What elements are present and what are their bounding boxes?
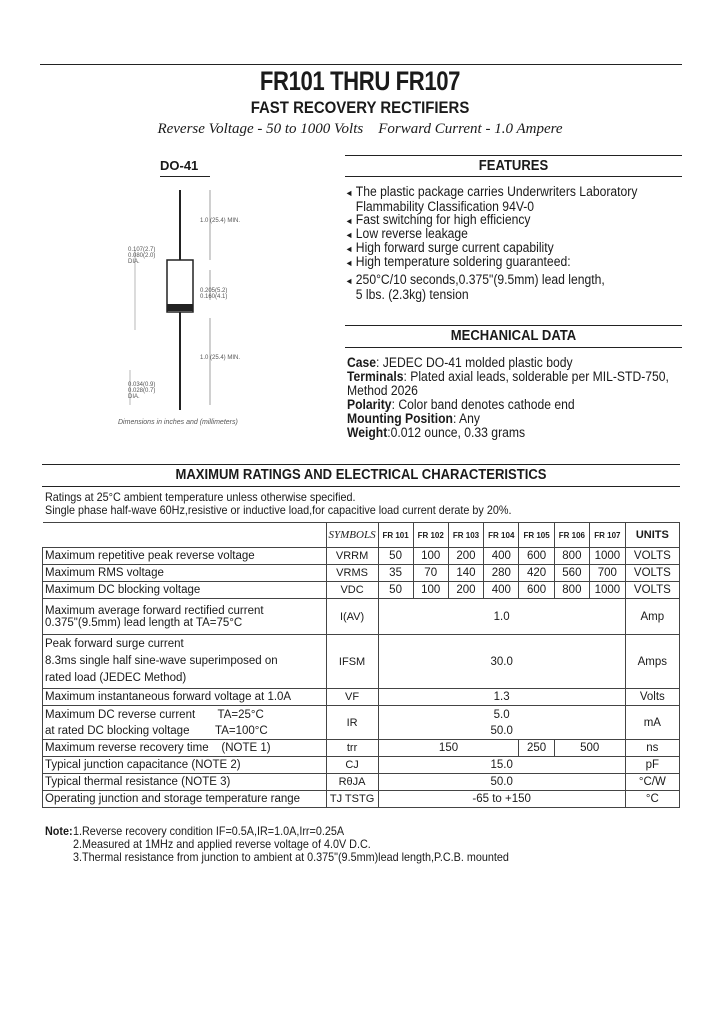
part-header: FR 101 xyxy=(378,523,413,548)
feature-item: ◄ High temperature soldering guaranteed: xyxy=(345,254,571,269)
table-cell: Operating junction and storage temperature range xyxy=(43,791,327,808)
features-title: FEATURES xyxy=(478,158,549,174)
table-cell: VOLTS xyxy=(625,582,679,599)
table-cell: VRRM xyxy=(326,548,378,565)
spec-current: Forward Current - 1.0 Ampere xyxy=(378,121,563,137)
mechanical-title: MECHANICAL DATA xyxy=(450,328,577,344)
dim-lead-diameter: 0.034(0.9) 0.028(0.7) DIA. xyxy=(128,382,156,400)
table-cell: 100 xyxy=(413,582,448,599)
note-2: 2.Measured at 1MHz and applied reverse voltage of 4.0V D.C. xyxy=(73,837,371,851)
bullet-arrow-icon: ◄ xyxy=(345,230,354,240)
table-cell: Amps xyxy=(625,635,679,689)
table-cell: 500 xyxy=(554,740,625,757)
table-cell: RθJA xyxy=(326,774,378,791)
table-cell: 1000 xyxy=(590,582,626,599)
ratings-rule-bottom xyxy=(42,486,680,487)
ratings-note-1: Ratings at 25°C ambient temperature unless otherwise specified. xyxy=(45,490,356,504)
table-row xyxy=(43,689,680,706)
table-cell: 50.0 xyxy=(378,774,625,791)
notes-label: Note: xyxy=(45,824,73,838)
table-cell: 1000 xyxy=(590,548,626,565)
part-header: FR 104 xyxy=(484,523,519,548)
dimensions-caption: Dimensions in inches and (millimeters) xyxy=(118,419,238,426)
symbols-header: SYMBOLS xyxy=(326,523,378,548)
table-row xyxy=(43,774,680,791)
table-cell: Maximum DC blocking voltage xyxy=(43,582,327,599)
bullet-arrow-icon: ◄ xyxy=(345,188,354,198)
table-cell: IR xyxy=(326,706,378,740)
package-label: DO-41 xyxy=(160,158,199,173)
table-cell: Typical thermal resistance (NOTE 3) xyxy=(43,774,327,791)
table-cell: 150 xyxy=(378,740,519,757)
part-header: FR 102 xyxy=(413,523,448,548)
table-header-row xyxy=(43,523,680,548)
bullet-arrow-icon: ◄ xyxy=(345,258,354,268)
table-cell: CJ xyxy=(326,757,378,774)
table-cell: trr xyxy=(326,740,378,757)
table-cell: 400 xyxy=(484,582,519,599)
page-title: FR101 THRU FR107 xyxy=(259,66,461,96)
dim-lead-length: 1.0 (25.4) MIN. xyxy=(200,218,241,224)
features-rule-bottom xyxy=(345,176,682,177)
spec-voltage: Reverse Voltage - 50 to 1000 Volts xyxy=(157,121,364,137)
table-cell: -65 to +150 xyxy=(378,791,625,808)
ratings-table xyxy=(42,522,680,808)
mech-polarity: Polarity: Color band denotes cathode end xyxy=(347,397,575,412)
feature-item: ◄ High forward surge current capability xyxy=(345,240,554,255)
top-rule xyxy=(40,64,682,65)
part-header: FR 103 xyxy=(448,523,483,548)
note-1: 1.Reverse recovery condition IF=0.5A,IR=1.0A,Irr=0.25A xyxy=(73,824,345,838)
table-cell xyxy=(43,523,327,548)
table-cell: 560 xyxy=(554,565,589,582)
table-cell: 600 xyxy=(519,548,554,565)
table-row xyxy=(43,706,680,740)
table-cell: °C xyxy=(625,791,679,808)
table-cell: 100 xyxy=(413,548,448,565)
table-cell: Typical junction capacitance (NOTE 2) xyxy=(43,757,327,774)
table-cell: 1.3 xyxy=(378,689,625,706)
table-row xyxy=(43,791,680,808)
table-row xyxy=(43,582,680,599)
table-cell: Maximum repetitive peak reverse voltage xyxy=(43,548,327,565)
spec-line xyxy=(0,121,720,138)
bullet-arrow-icon: ◄ xyxy=(345,244,354,254)
part-header: FR 107 xyxy=(590,523,626,548)
table-row xyxy=(43,740,680,757)
table-cell: Maximum instantaneous forward voltage at 1.0A xyxy=(43,689,327,706)
table-cell: pF xyxy=(625,757,679,774)
table-cell: 400 xyxy=(484,548,519,565)
features-rule xyxy=(345,155,682,156)
table-row xyxy=(43,599,680,635)
table-row xyxy=(43,565,680,582)
ratings-rule xyxy=(42,464,680,465)
part-header: FR 105 xyxy=(519,523,554,548)
table-cell: TJ TSTG xyxy=(326,791,378,808)
mech-weight: Weight:0.012 ounce, 0.33 grams xyxy=(347,425,526,440)
dim-lead-length-2: 1.0 (25.4) MIN. xyxy=(200,355,241,361)
table-cell: Maximum DC reverse current TA=25°C at rated DC blocking voltage TA=100°C xyxy=(43,706,327,740)
table-row xyxy=(43,635,680,689)
bullet-arrow-icon: ◄ xyxy=(345,216,354,226)
table-cell: Volts xyxy=(625,689,679,706)
table-cell: 50 xyxy=(378,548,413,565)
page-subtitle: FAST RECOVERY RECTIFIERS xyxy=(250,98,470,117)
table-cell: I(AV) xyxy=(326,599,378,635)
table-cell: 250 xyxy=(519,740,554,757)
table-cell: 70 xyxy=(413,565,448,582)
note-3: 3.Thermal resistance from junction to ambient at 0.375"(9.5mm)lead length,P.C.B. mounted xyxy=(73,850,509,864)
table-cell: 800 xyxy=(554,548,589,565)
table-cell: 15.0 xyxy=(378,757,625,774)
table-cell: VDC xyxy=(326,582,378,599)
mechanical-rule xyxy=(345,325,682,326)
table-cell: VRMS xyxy=(326,565,378,582)
mech-mounting: Mounting Position: Any xyxy=(347,411,480,426)
table-row xyxy=(43,757,680,774)
mech-case: Case: JEDEC DO-41 molded plastic body xyxy=(347,355,573,370)
table-cell: Maximum average forward rectified current 0.375"(9.5mm) lead length at TA=75°C xyxy=(43,599,327,635)
table-cell: 600 xyxy=(519,582,554,599)
table-cell: 200 xyxy=(448,582,483,599)
ratings-title: MAXIMUM RATINGS AND ELECTRICAL CHARACTERISTICS xyxy=(175,467,547,483)
package-label-underline xyxy=(160,176,210,177)
feature-item: ◄ Low reverse leakage xyxy=(345,226,468,241)
table-cell: 700 xyxy=(590,565,626,582)
ratings-note-2: Single phase half-wave 60Hz,resistive or inductive load,for capacitive load current derate by 20%. xyxy=(45,503,512,517)
table-cell: Amp xyxy=(625,599,679,635)
table-cell: 420 xyxy=(519,565,554,582)
table-cell: Maximum reverse recovery time (NOTE 1) xyxy=(43,740,327,757)
table-cell: 800 xyxy=(554,582,589,599)
table-cell: °C/W xyxy=(625,774,679,791)
bullet-arrow-icon: ◄ xyxy=(345,276,354,286)
mech-terminals: Terminals: Plated axial leads, solderable per MIL-STD-750, Method 2026 xyxy=(347,369,669,398)
feature-item: ◄ The plastic package carries Underwriters Laboratory Flammability Classification 94V-0 xyxy=(345,184,638,214)
units-header: UNITS xyxy=(625,523,679,548)
table-cell: VF xyxy=(326,689,378,706)
mechanical-rule-bottom xyxy=(345,347,682,348)
part-header: FR 106 xyxy=(554,523,589,548)
table-cell: mA xyxy=(625,706,679,740)
table-row xyxy=(43,548,680,565)
table-cell: IFSM xyxy=(326,635,378,689)
table-cell: Peak forward surge current 8.3ms single half sine-wave superimposed on rated load (JEDEC Method) xyxy=(43,635,327,689)
table-cell: 5.0 50.0 xyxy=(378,706,625,740)
feature-item: ◄ Fast switching for high efficiency xyxy=(345,212,531,227)
table-cell: 280 xyxy=(484,565,519,582)
table-cell: 50 xyxy=(378,582,413,599)
table-cell: 1.0 xyxy=(378,599,625,635)
table-cell: Maximum RMS voltage xyxy=(43,565,327,582)
table-cell: VOLTS xyxy=(625,565,679,582)
dim-body-diameter: 0.107(2.7) 0.080(2.0) DIA. xyxy=(128,247,156,265)
table-cell: 30.0 xyxy=(378,635,625,689)
feature-item: ◄ 250°C/10 seconds,0.375"(9.5mm) lead length, 5 lbs. (2.3kg) tension xyxy=(345,272,605,302)
dim-body-length: 0.205(5.2) 0.160(4.1) xyxy=(200,288,228,300)
table-cell: 200 xyxy=(448,548,483,565)
table-cell: 140 xyxy=(448,565,483,582)
table-cell: VOLTS xyxy=(625,548,679,565)
table-cell: ns xyxy=(625,740,679,757)
table-cell: 35 xyxy=(378,565,413,582)
